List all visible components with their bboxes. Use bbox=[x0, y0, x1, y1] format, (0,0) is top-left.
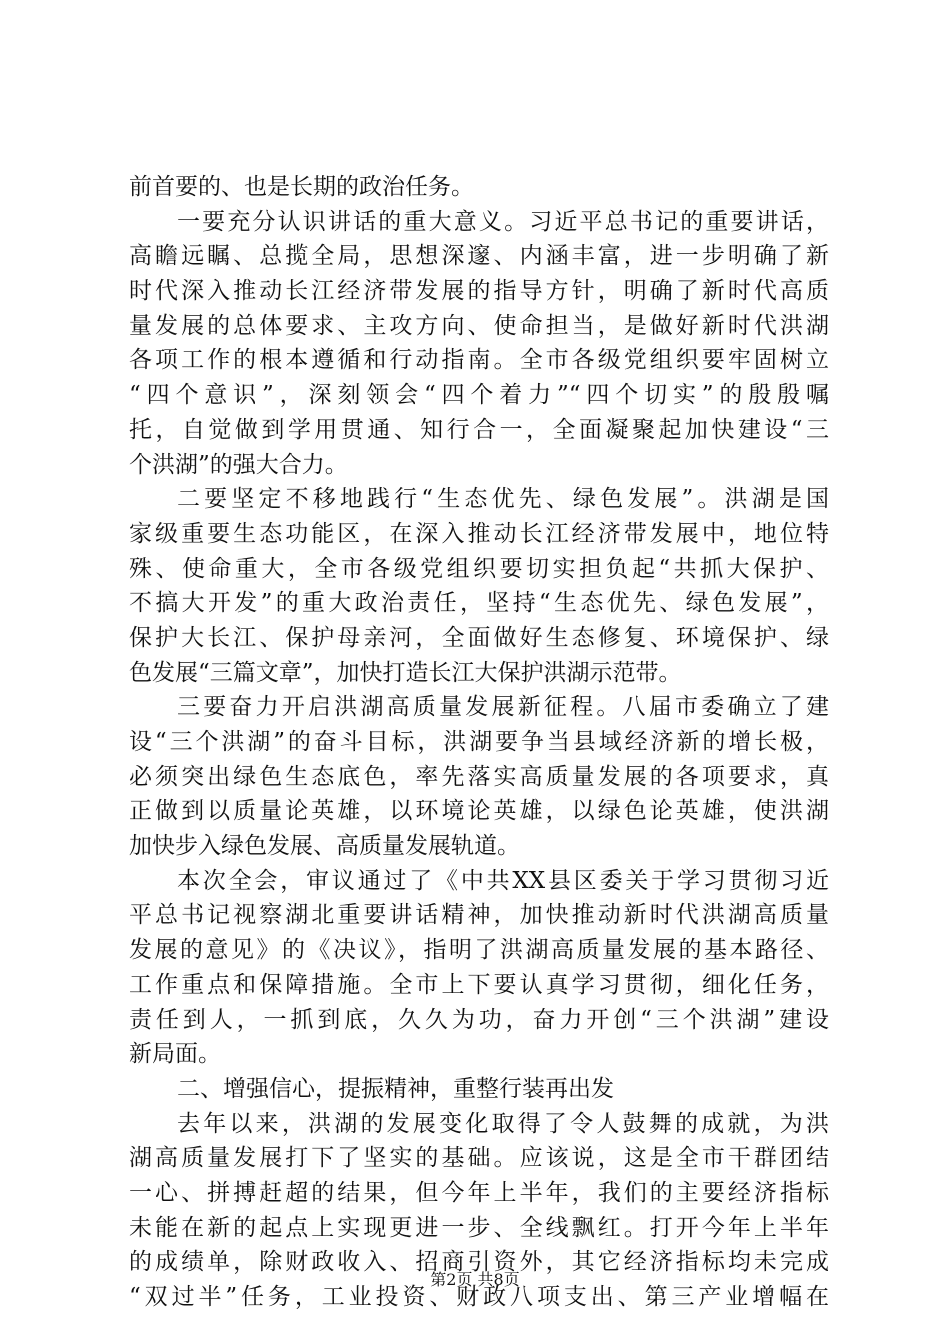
text-line: 发展的意见》的《决议》，指明了洪湖高质量发展的基本路径、 bbox=[129, 937, 829, 964]
text-line: 个洪湖”的强大合力。 bbox=[129, 451, 348, 478]
text-line: 湖高质量发展打下了坚实的基础。应该说，这是全市干群团结 bbox=[129, 1145, 829, 1172]
text-line: “四个意识”，深刻领会“四个着力”“四个切实”的殷殷嘱 bbox=[129, 382, 829, 409]
text-line: 色发展“三篇文章”，加快打造长江大保护洪湖示范带。 bbox=[129, 659, 682, 686]
text-line: 各项工作的根本遵循和行动指南。全市各级党组织要牢固树立 bbox=[129, 347, 829, 374]
body-text bbox=[129, 170, 829, 1315]
text-line: 殊、使命重大，全市各级党组织要切实担负起“共抓大保护、 bbox=[129, 555, 829, 582]
page-footer: 第2页 共8页 bbox=[430, 1270, 520, 1289]
text-line: 一心、拼搏赶超的结果，但今年上半年，我们的主要经济指标 bbox=[129, 1179, 829, 1206]
text-line: 不搞大开发”的重大政治责任，坚持“生态优先、绿色发展”， bbox=[129, 590, 829, 617]
text-line: 本次全会，审议通过了《中共XX县区委关于学习贯彻习近 bbox=[177, 867, 829, 894]
text-line: 正做到以质量论英雄，以环境论英雄，以绿色论英雄，使洪湖 bbox=[129, 798, 829, 825]
text-line: 去年以来，洪湖的发展变化取得了令人鼓舞的成就，为洪 bbox=[177, 1110, 829, 1137]
text-line: 家级重要生态功能区，在深入推动长江经济带发展中，地位特 bbox=[129, 520, 829, 547]
text-line: 保护大长江、保护母亲河，全面做好生态修复、环境保护、绿 bbox=[129, 624, 829, 651]
text-line: 高瞻远瞩、总揽全局，思想深邃、内涵丰富，进一步明确了新 bbox=[129, 243, 829, 270]
text-line: 三要奋力开启洪湖高质量发展新征程。八届市委确立了建 bbox=[177, 694, 829, 721]
text-line: 二、增强信心，提振精神，重整行装再出发 bbox=[177, 1075, 614, 1102]
text-line: 新局面。 bbox=[129, 1041, 221, 1068]
text-line: 设“三个洪湖”的奋斗目标，洪湖要争当县域经济新的增长极， bbox=[129, 729, 829, 755]
text-line: 必须突出绿色生态底色，率先落实高质量发展的各项要求，真 bbox=[129, 763, 829, 790]
text-line: 责任到人，一抓到底，久久为功，奋力开创“三个洪湖”建设 bbox=[129, 1006, 829, 1033]
text-line: 量发展的总体要求、主攻方向、使命担当，是做好新时代洪湖 bbox=[129, 312, 829, 339]
text-line: 托，自觉做到学用贯通、知行合一，全面凝聚起加快建设“三 bbox=[129, 416, 829, 443]
text-line: 时代深入推动长江经济带发展的指导方针，明确了新时代高质 bbox=[129, 278, 829, 305]
text-line: “双过半”任务，工业投资、财政八项支出、第三产业增幅在 bbox=[129, 1284, 829, 1310]
text-line: 一要充分认识讲话的重大意义。习近平总书记的重要讲话， bbox=[177, 208, 829, 235]
text-line: 工作重点和保障措施。全市上下要认真学习贯彻，细化任务， bbox=[129, 971, 829, 998]
text-line: 二要坚定不移地践行“生态优先、绿色发展”。洪湖是国 bbox=[177, 486, 829, 513]
text-line: 平总书记视察湖北重要讲话精神，加快推动新时代洪湖高质量 bbox=[129, 902, 829, 929]
text-line: 前首要的、也是长期的政治任务。 bbox=[129, 174, 474, 200]
text-line: 的成绩单，除财政收入、招商引资外，其它经济指标均未完成 bbox=[129, 1249, 829, 1276]
text-line: 未能在新的起点上实现更进一步、全线飘红。打开今年上半年 bbox=[129, 1214, 829, 1241]
text-line: 加快步入绿色发展、高质量发展轨道。 bbox=[129, 833, 520, 860]
